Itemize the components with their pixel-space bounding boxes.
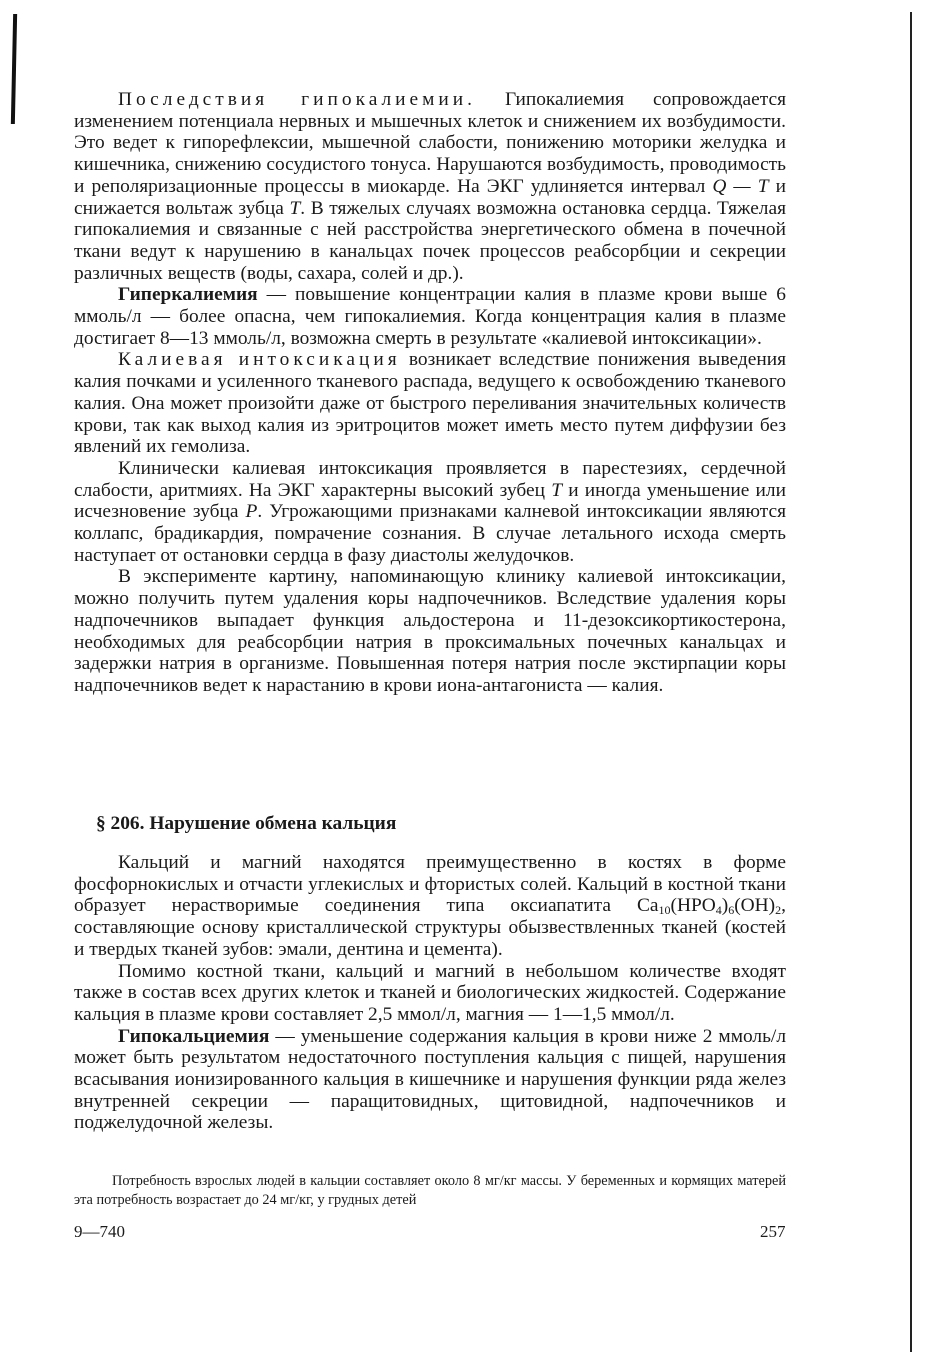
paragraph-experiment bbox=[74, 566, 786, 696]
chemical-formula bbox=[637, 895, 781, 916]
formula-part: (HPO bbox=[670, 895, 716, 917]
footnote-text: Потребность взрослых людей в кальции составляет около 8 мг/кг массы. У беременных и кормящих матерей эта потребность возрастает до 24 мг/кг, у грудных детей bbox=[74, 1173, 786, 1208]
paragraph-text: Гипокалиемия сопровождается изменением потенциала нервных и мышечных клеток и снижением их возбудимости. Это ведет к гипорефлексии, мышечной слабости, понижению моторики желудка и кишечника, снижению сосудистого тонуса. Нарушаются возбудимость, проводимость и реполяризационные процессы в миокарде. На ЭКГ удлиняется интервал bbox=[74, 89, 786, 197]
italic-term: Q — T bbox=[712, 175, 769, 197]
paragraph-text: и иногда уменьшение или исчезновение зубца bbox=[74, 479, 786, 523]
paragraph-clinical-signs bbox=[74, 458, 786, 567]
scan-edge-mark bbox=[11, 14, 17, 124]
paragraph-potassium-intoxication bbox=[74, 349, 786, 458]
bold-term: Гиперкалиемия bbox=[118, 284, 258, 306]
printer-signature: 9—740 bbox=[74, 1222, 125, 1241]
bold-term: Гипокальциемия bbox=[118, 1025, 270, 1047]
paragraph-text: — повышение концентрации калия в плазме крови выше 6 ммоль/л — более опасна, чем гипокалиемия. Когда концентрация калия в плазме достигает 8—13 ммоль/л, возможна смерть в результате «калиевой интоксикации». bbox=[74, 284, 786, 349]
paragraph-hypokalemia-consequences bbox=[74, 89, 786, 284]
formula-subscript: 6 bbox=[728, 903, 735, 918]
formula-subscript: 10 bbox=[658, 903, 671, 918]
text-block-bottom bbox=[74, 852, 786, 1134]
text-block-top bbox=[74, 89, 786, 697]
paragraph-text: . В тяжелых случаях возможна остановка сердца. Тяжелая гипокалиемия и связанные с ней расстройства энергетического обмена в почечной ткани ведут к нарушению в канальцах почек процессов реабсорбции и секреции различных веществ (воды, сахара, солей и др.). bbox=[74, 197, 787, 284]
section-heading: § 206. Нарушение обмена кальция bbox=[96, 813, 397, 834]
paragraph-text: , составляющие основу кристаллической структуры обызвествленных тканей (костей и твердых тканей зубов: эмали, дентина и цемента). bbox=[74, 895, 786, 960]
paragraph-plasma-content bbox=[74, 961, 786, 1026]
paragraph-hyperkalemia bbox=[74, 284, 786, 349]
paragraph-calcium-magnesium bbox=[74, 852, 786, 961]
italic-term: T bbox=[551, 479, 562, 501]
paragraph-text: В эксперименте картину, напоминающую клинику калиевой интоксикации, можно получить путем удаления коры надпочечников. Вследствие удаления коры надпочечников выпадает функция альдостерона и 11-дезоксикортикостерона, необходимых для реабсорбции натрия в проксимальных почечных канальцах и задержки натрия в организме. Повышенная потеря натрия после экстирпации коры надпочечников ведет к нарастанию в крови иона-антагониста — калия. bbox=[74, 566, 786, 696]
paragraph-text: Помимо костной ткани, кальций и магний в небольшом количестве входят также в состав всех других клеток и тканей и биологических жидкостей. Содержание кальция в плазме крови составляет 2,5 ммол/л, магния — 1—1,5 ммол/л. bbox=[74, 960, 786, 1025]
paragraph-text: и снижается вольтаж зубца bbox=[74, 175, 786, 219]
formula-part: Ca bbox=[636, 895, 659, 917]
run-in-heading: Последствия гипокалиемии. bbox=[118, 89, 477, 110]
italic-term: P bbox=[245, 501, 258, 523]
formula-subscript: 4 bbox=[715, 903, 722, 918]
paragraph-text: возникает вследствие понижения выведения калия почками и усиленного тканевого распада, ведущего к освобождению тканевого калия. Она может произойти даже от быстрого переливания значительных количеств крови, так как выход калия из эритроцитов может иметь место путем диффузии без явлений их гемолиза. bbox=[74, 349, 786, 458]
formula-part: ) bbox=[721, 895, 729, 917]
paragraph-text: — уменьшение содержания кальция в крови ниже 2 ммоль/л может быть результатом недостаточного поступления кальция с пищей, нарушения всасывания ионизированного кальция в кишечнике и нарушения функции ряда желез внутренней секреции — паращитовидных, щитовидной, надпочечников и поджелудочной железы. bbox=[74, 1025, 786, 1134]
formula-subscript: 2 bbox=[775, 903, 782, 918]
paragraph-text: Кальций и магний находятся преимущественно в костях в форме фосфорнокислых и отчасти углекислых и фтористых солей. Кальций в костной ткани образует нерастворимые соединения типа оксиапатита bbox=[74, 852, 786, 917]
paragraph-text: Клинически калиевая интоксикация проявляется в парестезиях, сердечной слабости, аритмиях. На ЭКГ характерны высокий зубец bbox=[74, 457, 786, 501]
page-number: 257 bbox=[760, 1222, 786, 1241]
paragraph-hypocalcemia bbox=[74, 1026, 786, 1135]
run-in-heading: Калиевая интоксикация bbox=[118, 349, 401, 371]
formula-part: (OH) bbox=[734, 895, 776, 917]
footnote bbox=[74, 1172, 786, 1210]
italic-term: T bbox=[289, 197, 301, 219]
page-border-line bbox=[910, 12, 912, 1352]
paragraph-text: . Угрожающими признаками калневой интоксикации являются коллапс, брадикардия, помрачение сознания. В случае летального исхода смерть наступает от остановки сердца в фазу диастолы желудочков. bbox=[74, 501, 786, 566]
